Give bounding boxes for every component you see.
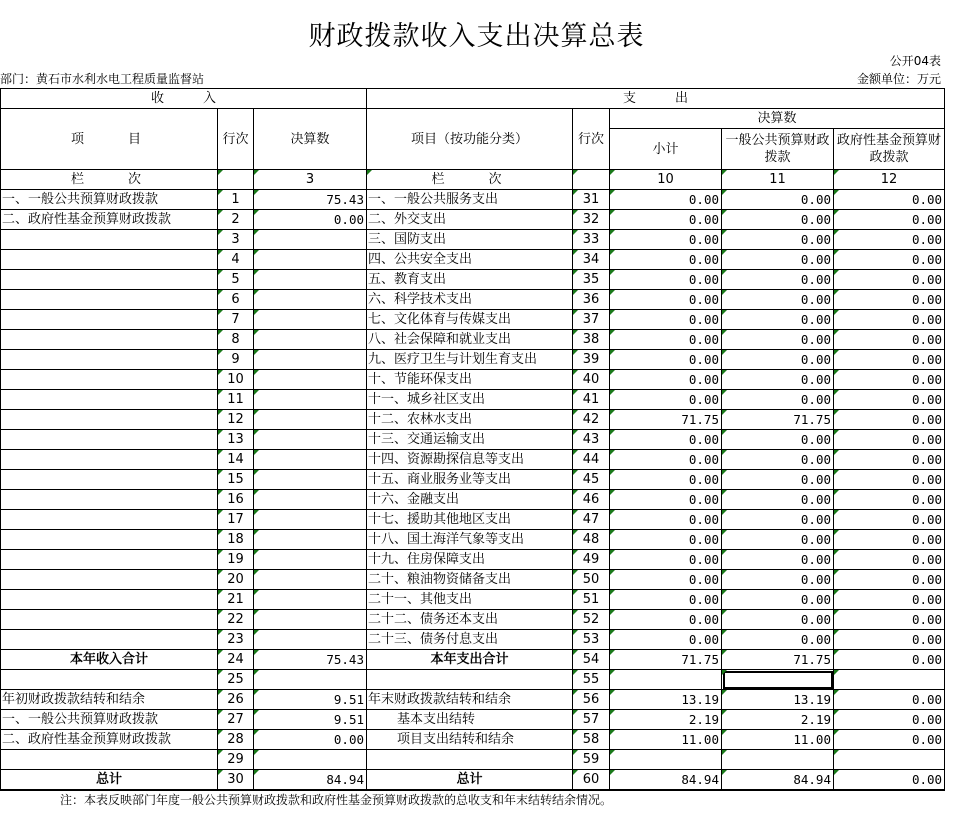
- subtotal-cell[interactable]: 11.00: [610, 730, 722, 750]
- subtotal-cell[interactable]: 0.00: [610, 390, 722, 410]
- subtotal-cell[interactable]: [610, 750, 722, 770]
- income-amount-cell[interactable]: 75.43: [254, 650, 367, 670]
- column-index-3: 3: [254, 170, 367, 190]
- income-item-cell[interactable]: [1, 430, 218, 450]
- expense-item-cell[interactable]: 十、节能环保支出: [367, 370, 573, 390]
- income-row-no-cell[interactable]: 20: [218, 570, 254, 590]
- income-amount-cell[interactable]: [254, 450, 367, 470]
- income-row-no-cell[interactable]: 16: [218, 490, 254, 510]
- income-item-cell[interactable]: [1, 350, 218, 370]
- expense-row-no-cell[interactable]: 47: [573, 510, 610, 530]
- expense-row-no-cell[interactable]: 59: [573, 750, 610, 770]
- income-row-no-cell[interactable]: 9: [218, 350, 254, 370]
- income-item-cell[interactable]: [1, 530, 218, 550]
- income-row-no-cell[interactable]: 14: [218, 450, 254, 470]
- income-amount-cell[interactable]: [254, 470, 367, 490]
- general-budget-cell[interactable]: 0.00: [722, 190, 834, 210]
- gov-fund-cell[interactable]: 0.00: [834, 430, 945, 450]
- general-budget-cell[interactable]: [722, 750, 834, 770]
- gov-fund-cell[interactable]: 0.00: [834, 650, 945, 670]
- gov-fund-cell[interactable]: 0.00: [834, 590, 945, 610]
- income-item-cell[interactable]: [1, 570, 218, 590]
- income-row-no-cell[interactable]: 11: [218, 390, 254, 410]
- table-row: [1, 470, 945, 490]
- gov-fund-cell[interactable]: 0.00: [834, 530, 945, 550]
- expense-row-no-cell[interactable]: 36: [573, 290, 610, 310]
- table-row: [1, 550, 945, 570]
- subtotal-cell[interactable]: 0.00: [610, 610, 722, 630]
- expense-item-cell[interactable]: 本年支出合计: [367, 650, 573, 670]
- table-row: [1, 770, 945, 791]
- expense-item-cell[interactable]: 六、科学技术支出: [367, 290, 573, 310]
- expense-row-no-cell[interactable]: 54: [573, 650, 610, 670]
- income-item-cell[interactable]: [1, 330, 218, 350]
- expense-item-cell[interactable]: 十六、金融支出: [367, 490, 573, 510]
- expense-row-no-header: 行次: [573, 109, 610, 170]
- income-row-no-cell[interactable]: 26: [218, 690, 254, 710]
- table-row: [1, 690, 945, 710]
- gov-fund-cell[interactable]: 0.00: [834, 470, 945, 490]
- expense-row-no-cell[interactable]: 45: [573, 470, 610, 490]
- income-row-no-cell[interactable]: 22: [218, 610, 254, 630]
- general-budget-cell[interactable]: 0.00: [722, 390, 834, 410]
- gov-fund-cell[interactable]: 0.00: [834, 550, 945, 570]
- income-row-no-cell[interactable]: 3: [218, 230, 254, 250]
- table-row: [1, 650, 945, 670]
- income-item-header: 项 目: [1, 109, 218, 170]
- income-item-cell[interactable]: [1, 470, 218, 490]
- table-row: [1, 450, 945, 470]
- income-row-no-cell[interactable]: 24: [218, 650, 254, 670]
- general-budget-header: 一般公共预算财政拨款: [722, 129, 834, 170]
- income-row-no-cell[interactable]: 17: [218, 510, 254, 530]
- subtotal-cell[interactable]: 0.00: [610, 430, 722, 450]
- income-amount-cell[interactable]: [254, 610, 367, 630]
- expense-item-cell[interactable]: 四、公共安全支出: [367, 250, 573, 270]
- column-index-11: 11: [722, 170, 834, 190]
- expense-row-no-cell[interactable]: 53: [573, 630, 610, 650]
- income-row-no-cell[interactable]: 25: [218, 670, 254, 690]
- expense-row-no-cell[interactable]: 44: [573, 450, 610, 470]
- expense-row-no-cell[interactable]: 34: [573, 250, 610, 270]
- subtotal-cell[interactable]: 0.00: [610, 210, 722, 230]
- table-row: [1, 390, 945, 410]
- income-amount-cell[interactable]: [254, 230, 367, 250]
- expense-item-cell[interactable]: 五、教育支出: [367, 270, 573, 290]
- income-amount-cell[interactable]: [254, 530, 367, 550]
- gov-fund-cell[interactable]: 0.00: [834, 730, 945, 750]
- income-amount-cell[interactable]: [254, 310, 367, 330]
- gov-fund-cell[interactable]: 0.00: [834, 230, 945, 250]
- general-budget-cell[interactable]: 0.00: [722, 430, 834, 450]
- gov-fund-cell[interactable]: 0.00: [834, 490, 945, 510]
- income-item-cell[interactable]: 二、政府性基金预算财政拨款: [1, 210, 218, 230]
- report-title: 财政拨款收入支出决算总表: [308, 21, 645, 52]
- income-amount-cell[interactable]: 9.51: [254, 710, 367, 730]
- department-label: 部门：黄石市水利水电工程质量监督站: [0, 72, 205, 86]
- table-row: [1, 210, 945, 230]
- expense-item-cell[interactable]: 二十三、债务付息支出: [367, 630, 573, 650]
- table-row: [1, 530, 945, 550]
- table-row: [1, 570, 945, 590]
- general-budget-cell[interactable]: 0.00: [722, 630, 834, 650]
- general-budget-cell[interactable]: 84.94: [722, 770, 834, 791]
- general-budget-cell[interactable]: 0.00: [722, 330, 834, 350]
- income-amount-cell[interactable]: [254, 570, 367, 590]
- general-budget-cell[interactable]: 0.00: [722, 370, 834, 390]
- expense-item-cell[interactable]: 基本支出结转: [367, 710, 573, 730]
- general-budget-cell[interactable]: 0.00: [722, 250, 834, 270]
- income-row-no-cell[interactable]: 18: [218, 530, 254, 550]
- subtotal-cell[interactable]: 0.00: [610, 310, 722, 330]
- general-budget-cell[interactable]: 0.00: [722, 610, 834, 630]
- expense-item-cell[interactable]: 总计: [367, 770, 573, 791]
- income-item-cell[interactable]: 年初财政拨款结转和结余: [1, 690, 218, 710]
- income-amount-cell[interactable]: [254, 250, 367, 270]
- subtotal-cell[interactable]: 0.00: [610, 290, 722, 310]
- income-amount-cell[interactable]: 0.00: [254, 210, 367, 230]
- column-index-12: 12: [834, 170, 945, 190]
- expense-row-no-cell[interactable]: 51: [573, 590, 610, 610]
- column-index-label: 栏 次: [367, 170, 573, 190]
- income-amount-cell[interactable]: [254, 510, 367, 530]
- income-row-no-cell[interactable]: 6: [218, 290, 254, 310]
- column-index-label: 栏 次: [1, 170, 218, 190]
- expense-item-cell[interactable]: 十三、交通运输支出: [367, 430, 573, 450]
- income-row-no-cell[interactable]: 2: [218, 210, 254, 230]
- expense-row-no-cell[interactable]: 49: [573, 550, 610, 570]
- table-row: [1, 190, 945, 210]
- gov-fund-cell[interactable]: 0.00: [834, 610, 945, 630]
- expense-row-no-cell[interactable]: 57: [573, 710, 610, 730]
- income-item-cell[interactable]: 一、一般公共预算财政拨款: [1, 710, 218, 730]
- gov-fund-cell[interactable]: 0.00: [834, 510, 945, 530]
- subtotal-cell[interactable]: 0.00: [610, 470, 722, 490]
- income-item-cell[interactable]: [1, 590, 218, 610]
- income-row-no-cell[interactable]: 30: [218, 770, 254, 791]
- expense-row-no-cell[interactable]: 38: [573, 330, 610, 350]
- income-item-cell[interactable]: [1, 370, 218, 390]
- gov-fund-cell[interactable]: 0.00: [834, 330, 945, 350]
- expense-header: 支 出: [367, 89, 945, 109]
- income-amount-cell[interactable]: [254, 350, 367, 370]
- income-amount-cell[interactable]: [254, 630, 367, 650]
- expense-row-no-cell[interactable]: 48: [573, 530, 610, 550]
- income-item-cell[interactable]: [1, 510, 218, 530]
- subtotal-cell[interactable]: 2.19: [610, 710, 722, 730]
- income-amount-cell[interactable]: 84.94: [254, 770, 367, 791]
- subtotal-header: 小计: [610, 129, 722, 170]
- fiscal-appropriation-table: [0, 88, 945, 791]
- expense-item-cell[interactable]: 二十一、其他支出: [367, 590, 573, 610]
- column-index-cell: [573, 170, 610, 190]
- expense-row-no-cell[interactable]: 52: [573, 610, 610, 630]
- income-row-no-header: 行次: [218, 109, 254, 170]
- general-budget-cell[interactable]: 2.19: [722, 710, 834, 730]
- table-row: [1, 350, 945, 370]
- expense-row-no-cell[interactable]: 55: [573, 670, 610, 690]
- final-amount-group-header: 决算数: [610, 109, 945, 129]
- income-item-cell[interactable]: [1, 250, 218, 270]
- general-budget-cell[interactable]: 0.00: [722, 230, 834, 250]
- income-item-cell[interactable]: [1, 410, 218, 430]
- subtotal-cell[interactable]: 0.00: [610, 490, 722, 510]
- income-amount-cell[interactable]: [254, 430, 367, 450]
- income-item-cell[interactable]: 一、一般公共预算财政拨款: [1, 190, 218, 210]
- subtotal-cell[interactable]: 13.19: [610, 690, 722, 710]
- table-row: [1, 750, 945, 770]
- income-item-cell[interactable]: [1, 450, 218, 470]
- expense-item-header: 项目（按功能分类）: [367, 109, 573, 170]
- expense-item-cell[interactable]: 七、文化体育与传媒支出: [367, 310, 573, 330]
- general-budget-cell[interactable]: 0.00: [722, 210, 834, 230]
- subtotal-cell[interactable]: 0.00: [610, 370, 722, 390]
- table-row: [1, 270, 945, 290]
- expense-item-cell[interactable]: 年末财政拨款结转和结余: [367, 690, 573, 710]
- gov-fund-cell[interactable]: 0.00: [834, 410, 945, 430]
- expense-item-cell[interactable]: 三、国防支出: [367, 230, 573, 250]
- expense-item-cell[interactable]: 一、一般公共服务支出: [367, 190, 573, 210]
- income-amount-cell[interactable]: 9.51: [254, 690, 367, 710]
- gov-fund-cell[interactable]: [834, 750, 945, 770]
- expense-item-cell[interactable]: 十一、城乡社区支出: [367, 390, 573, 410]
- subtotal-cell[interactable]: 0.00: [610, 250, 722, 270]
- expense-row-no-cell[interactable]: 50: [573, 570, 610, 590]
- table-row: [1, 510, 945, 530]
- gov-fund-cell[interactable]: 0.00: [834, 390, 945, 410]
- expense-item-cell[interactable]: 二十、粮油物资储备支出: [367, 570, 573, 590]
- table-row: [1, 250, 945, 270]
- expense-item-cell[interactable]: 二、外交支出: [367, 210, 573, 230]
- column-index-10: 10: [610, 170, 722, 190]
- table-row: [1, 410, 945, 430]
- expense-row-no-cell[interactable]: 40: [573, 370, 610, 390]
- gov-fund-cell[interactable]: [834, 670, 945, 690]
- expense-item-cell[interactable]: 十五、商业服务业等支出: [367, 470, 573, 490]
- subtotal-cell[interactable]: 0.00: [610, 350, 722, 370]
- general-budget-cell[interactable]: 0.00: [722, 490, 834, 510]
- gov-fund-cell[interactable]: 0.00: [834, 690, 945, 710]
- expense-item-cell[interactable]: 十二、农林水支出: [367, 410, 573, 430]
- expense-item-cell[interactable]: [367, 670, 573, 690]
- income-amount-cell[interactable]: [254, 590, 367, 610]
- table-row: [1, 630, 945, 650]
- income-amount-cell[interactable]: [254, 370, 367, 390]
- income-amount-cell[interactable]: [254, 390, 367, 410]
- footnote: 注：本表反映部门年度一般公共预算财政拨款和政府性基金预算财政拨款的总收支和年末结转结余情况。: [60, 793, 613, 807]
- income-item-cell[interactable]: [1, 610, 218, 630]
- income-item-cell[interactable]: [1, 490, 218, 510]
- table-row: [1, 490, 945, 510]
- subtotal-cell[interactable]: 0.00: [610, 450, 722, 470]
- expense-item-cell[interactable]: 十七、援助其他地区支出: [367, 510, 573, 530]
- gov-fund-cell[interactable]: 0.00: [834, 250, 945, 270]
- income-row-no-cell[interactable]: 15: [218, 470, 254, 490]
- general-budget-cell[interactable]: 13.19: [722, 690, 834, 710]
- income-item-cell[interactable]: [1, 550, 218, 570]
- expense-row-no-cell[interactable]: 33: [573, 230, 610, 250]
- expense-item-cell[interactable]: 十九、住房保障支出: [367, 550, 573, 570]
- gov-fund-cell[interactable]: 0.00: [834, 630, 945, 650]
- income-amount-cell[interactable]: [254, 490, 367, 510]
- general-budget-cell[interactable]: 0.00: [722, 450, 834, 470]
- gov-fund-cell[interactable]: 0.00: [834, 210, 945, 230]
- income-row-no-cell[interactable]: 4: [218, 250, 254, 270]
- table-row: [1, 290, 945, 310]
- income-item-cell[interactable]: [1, 270, 218, 290]
- gov-fund-cell[interactable]: 0.00: [834, 710, 945, 730]
- income-amount-cell[interactable]: [254, 330, 367, 350]
- table-row: [1, 370, 945, 390]
- income-item-cell[interactable]: [1, 670, 218, 690]
- income-item-cell[interactable]: [1, 310, 218, 330]
- general-budget-cell[interactable]: 0.00: [722, 570, 834, 590]
- income-row-no-cell[interactable]: 19: [218, 550, 254, 570]
- column-index-cell: [218, 170, 254, 190]
- general-budget-cell[interactable]: 0.00: [722, 590, 834, 610]
- table-row: [1, 730, 945, 750]
- subtotal-cell[interactable]: [610, 670, 722, 690]
- income-row-no-cell[interactable]: 27: [218, 710, 254, 730]
- expense-row-no-cell[interactable]: 41: [573, 390, 610, 410]
- income-amount-cell[interactable]: [254, 550, 367, 570]
- income-item-cell[interactable]: 本年收入合计: [1, 650, 218, 670]
- income-item-cell[interactable]: [1, 230, 218, 250]
- general-budget-cell[interactable]: 0.00: [722, 290, 834, 310]
- income-item-cell[interactable]: [1, 630, 218, 650]
- expense-row-no-cell[interactable]: 39: [573, 350, 610, 370]
- income-amount-cell[interactable]: 75.43: [254, 190, 367, 210]
- income-row-no-cell[interactable]: 29: [218, 750, 254, 770]
- expense-row-no-cell[interactable]: 56: [573, 690, 610, 710]
- income-item-cell[interactable]: [1, 390, 218, 410]
- income-amount-header: 决算数: [254, 109, 367, 170]
- gov-fund-cell[interactable]: 0.00: [834, 370, 945, 390]
- gov-fund-cell[interactable]: 0.00: [834, 770, 945, 791]
- income-row-no-cell[interactable]: 10: [218, 370, 254, 390]
- subtotal-cell[interactable]: 71.75: [610, 410, 722, 430]
- general-budget-cell[interactable]: 0.00: [722, 270, 834, 290]
- income-row-no-cell[interactable]: 7: [218, 310, 254, 330]
- subtotal-cell[interactable]: 0.00: [610, 630, 722, 650]
- general-budget-cell[interactable]: 0.00: [722, 470, 834, 490]
- gov-fund-cell[interactable]: 0.00: [834, 270, 945, 290]
- expense-row-no-cell[interactable]: 42: [573, 410, 610, 430]
- gov-fund-cell[interactable]: 0.00: [834, 290, 945, 310]
- gov-fund-header: 政府性基金预算财政拨款: [834, 129, 945, 170]
- subtotal-cell[interactable]: 71.75: [610, 650, 722, 670]
- general-budget-cell[interactable]: 0.00: [722, 530, 834, 550]
- income-item-cell[interactable]: 二、政府性基金预算财政拨款: [1, 730, 218, 750]
- form-number: 公开04表: [889, 54, 941, 68]
- expense-row-no-cell[interactable]: 46: [573, 490, 610, 510]
- gov-fund-cell[interactable]: 0.00: [834, 570, 945, 590]
- income-row-no-cell[interactable]: 8: [218, 330, 254, 350]
- expense-row-no-cell[interactable]: 60: [573, 770, 610, 791]
- general-budget-cell[interactable]: [722, 670, 834, 690]
- income-item-cell[interactable]: [1, 290, 218, 310]
- expense-row-no-cell[interactable]: 37: [573, 310, 610, 330]
- income-row-no-cell[interactable]: 23: [218, 630, 254, 650]
- general-budget-cell[interactable]: 71.75: [722, 650, 834, 670]
- expense-item-cell[interactable]: 十四、资源勘探信息等支出: [367, 450, 573, 470]
- income-row-no-cell[interactable]: 5: [218, 270, 254, 290]
- income-amount-cell[interactable]: [254, 670, 367, 690]
- table-row: [1, 310, 945, 330]
- expense-row-no-cell[interactable]: 43: [573, 430, 610, 450]
- table-row: [1, 590, 945, 610]
- subtotal-cell[interactable]: 0.00: [610, 190, 722, 210]
- subtotal-cell[interactable]: 84.94: [610, 770, 722, 791]
- subtotal-cell[interactable]: 0.00: [610, 590, 722, 610]
- subtotal-cell[interactable]: 0.00: [610, 570, 722, 590]
- table-row: [1, 330, 945, 350]
- subtotal-cell[interactable]: 0.00: [610, 270, 722, 290]
- expense-row-no-cell[interactable]: 32: [573, 210, 610, 230]
- expense-item-cell[interactable]: 十八、国土海洋气象等支出: [367, 530, 573, 550]
- general-budget-cell[interactable]: 0.00: [722, 350, 834, 370]
- table-row: [1, 610, 945, 630]
- income-amount-cell[interactable]: [254, 270, 367, 290]
- table-row: [1, 430, 945, 450]
- subtotal-cell[interactable]: 0.00: [610, 510, 722, 530]
- expense-item-cell[interactable]: 九、医疗卫生与计划生育支出: [367, 350, 573, 370]
- table-row: [1, 230, 945, 250]
- expense-item-cell[interactable]: [367, 750, 573, 770]
- gov-fund-cell[interactable]: 0.00: [834, 190, 945, 210]
- expense-item-cell[interactable]: 项目支出结转和结余: [367, 730, 573, 750]
- income-row-no-cell[interactable]: 21: [218, 590, 254, 610]
- subtotal-cell[interactable]: 0.00: [610, 230, 722, 250]
- amount-unit-label: 金额单位：万元: [856, 72, 941, 86]
- expense-row-no-cell[interactable]: 31: [573, 190, 610, 210]
- gov-fund-cell[interactable]: 0.00: [834, 350, 945, 370]
- general-budget-cell[interactable]: 71.75: [722, 410, 834, 430]
- general-budget-cell[interactable]: 0.00: [722, 310, 834, 330]
- gov-fund-cell[interactable]: 0.00: [834, 450, 945, 470]
- income-header: 收 入: [1, 89, 367, 109]
- table-row: [1, 710, 945, 730]
- general-budget-cell[interactable]: 0.00: [722, 510, 834, 530]
- subtotal-cell[interactable]: 0.00: [610, 530, 722, 550]
- income-row-no-cell[interactable]: 1: [218, 190, 254, 210]
- subtotal-cell[interactable]: 0.00: [610, 330, 722, 350]
- general-budget-cell[interactable]: 0.00: [722, 550, 834, 570]
- expense-row-no-cell[interactable]: 58: [573, 730, 610, 750]
- income-item-cell[interactable]: [1, 750, 218, 770]
- income-amount-cell[interactable]: [254, 290, 367, 310]
- income-item-cell[interactable]: 总计: [1, 770, 218, 791]
- general-budget-cell[interactable]: 11.00: [722, 730, 834, 750]
- income-row-no-cell[interactable]: 13: [218, 430, 254, 450]
- expense-row-no-cell[interactable]: 35: [573, 270, 610, 290]
- income-amount-cell[interactable]: [254, 750, 367, 770]
- expense-item-cell[interactable]: 八、社会保障和就业支出: [367, 330, 573, 350]
- income-row-no-cell[interactable]: 28: [218, 730, 254, 750]
- expense-item-cell[interactable]: 二十二、债务还本支出: [367, 610, 573, 630]
- income-amount-cell[interactable]: 0.00: [254, 730, 367, 750]
- income-row-no-cell[interactable]: 12: [218, 410, 254, 430]
- gov-fund-cell[interactable]: 0.00: [834, 310, 945, 330]
- income-amount-cell[interactable]: [254, 410, 367, 430]
- subtotal-cell[interactable]: 0.00: [610, 550, 722, 570]
- table-row: [1, 670, 945, 690]
